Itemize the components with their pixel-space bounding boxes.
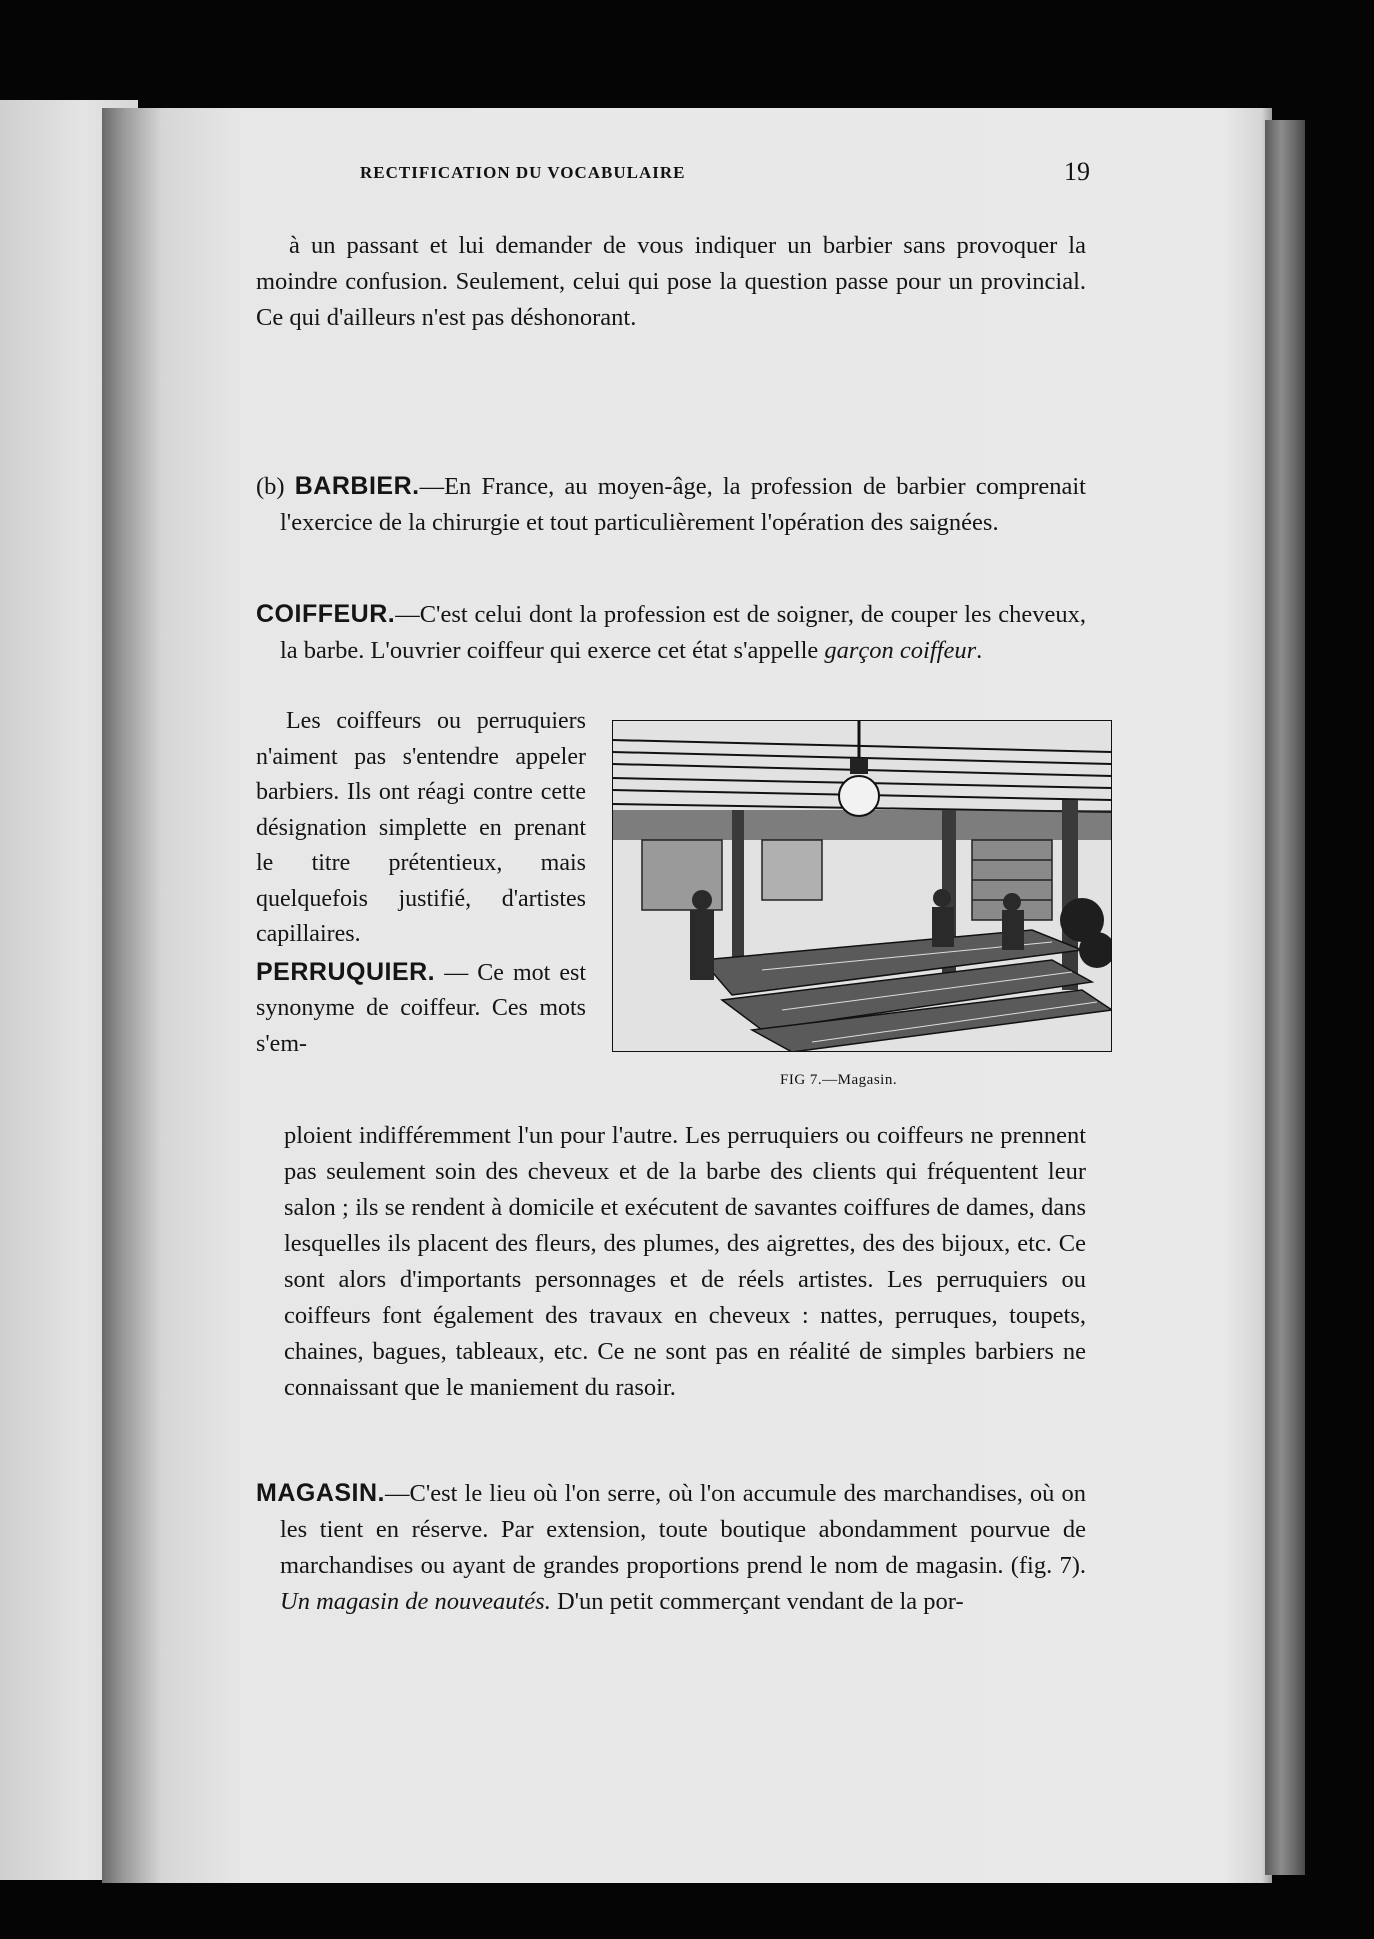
figure-caption: FIG 7.—Magasin. — [780, 1072, 898, 1088]
paragraph-coiffeur: COIFFEUR.—C'est celui dont la profession est de soigner, de couper les cheveux, la barbe. L'ouvrier coiffeur qui exerce cet état s'appelle garçon coiffeur. — [256, 600, 1086, 664]
paragraph-coiffeurs-perruquiers: Les coiffeurs ou perruquiers n'aiment pas s'entendre appeler barbiers. Ils ont réagi contre cette désignation simplette en prenant le titre prétentieux, mais quelquefois justifié, d'artistes capillaires. PERRUQUIER. — Ce mot est synonyme de coiffeur. Ces mots s'em- — [256, 708, 586, 1057]
term-barbier: BARBIER. — [294, 472, 420, 500]
store-interior-illustration — [612, 720, 1112, 1052]
paragraph-barbier: (b) BARBIER.—En France, au moyen-âge, la profession de barbier comprenait l'exercice de la chirurgie et tout particulièrement l'opération des saignées. — [256, 472, 1086, 536]
term-perruquier: PERRUQUIER. — [256, 957, 436, 986]
page-stack-edge — [1265, 120, 1305, 1875]
paragraph-continuation: à un passant et lui demander de vous indiquer un barbier sans provoquer la moindre confusion. Seulement, celui qui pose la question passe pour un provincial. Ce qui d'ailleurs n'est pas déshonorant. — [256, 232, 1086, 331]
term-magasin: MAGASIN. — [256, 1479, 385, 1507]
term-coiffeur: COIFFEUR. — [256, 600, 396, 628]
store-interior-engraving-icon — [612, 720, 1112, 1052]
paragraph-magasin: MAGASIN.—C'est le lieu où l'on serre, où l'on accumule des marchandises, où on les tient en réserve. Par extension, toute boutique abondamment pourvue de marchandises ou ayant de grandes proportions prend le nom de magasin. (fig. 7). Un magasin de nouveautés. D'un petit commerçant vendant de la por- — [256, 1479, 1086, 1615]
paragraph-perruquier: ploient indifféremment l'un pour l'autre. Les perruquiers ou coiffeurs ne prennent pas seulement soin des cheveux et de la barbe des clients qui fréquentent leur salon ; ils se rendent à domicile et exécutent de savantes coiffures de dames, dans lesquelles ils placent des fleurs, des plumes, des aigrettes, des des bijoux, etc. Ce sont alors d'importants personnages et de réels artistes. Les perruquiers ou coiffeurs font également des travaux en cheveux : nattes, perruques, toupets, chaines, bagues, tableaux, etc. Ce ne sont pas en réalité de simples barbiers ne connaissant que le maniement du rasoir. — [284, 1122, 1086, 1401]
running-head: RECTIFICATION DU VOCABULAIRE — [360, 163, 686, 182]
page-number: 19 — [1064, 157, 1090, 186]
